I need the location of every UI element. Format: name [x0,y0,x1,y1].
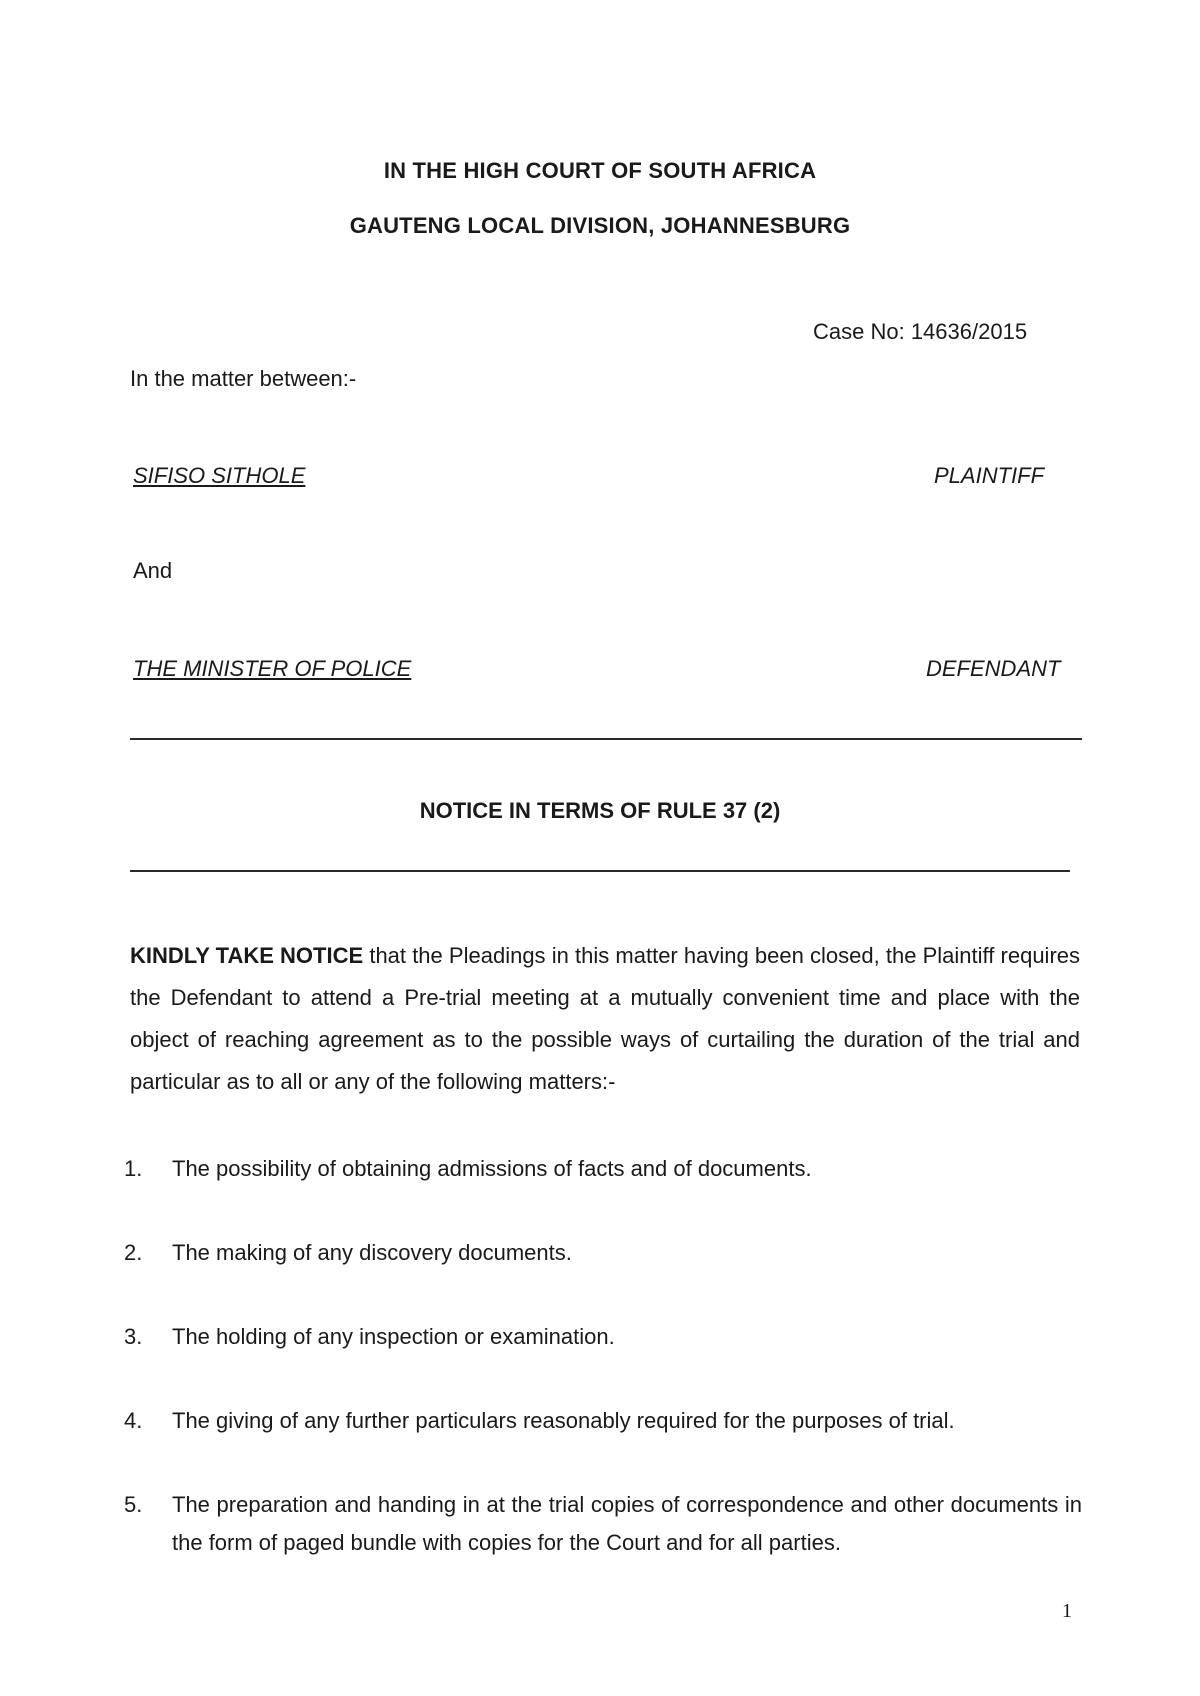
list-item-text: The preparation and handing in at the trial copies of correspondence and other documents in the form of paged bundle with copies for the Court and for all parties. [172,1492,1082,1555]
list-item-number: 4. [124,1408,143,1433]
list-item-text: The possibility of obtaining admissions of facts and of documents. [172,1156,812,1181]
notice-body-text: that the Pleadings in this matter having been closed, the Plaintiff requires the Defendant to attend a Pre-trial meeting at a mutually convenient time and place with the object of reaching agreement as to the possible ways of curtailing the duration of the trial and particular as to all or any of the following matters:- [130,943,1081,1094]
court-division: GAUTENG LOCAL DIVISION, JOHANNESBURG [349,213,851,238]
notice-body-lead: KINDLY TAKE NOTICE [130,943,364,968]
list-item-text: The giving of any further particulars reasonably required for the purposes of trial. [172,1408,955,1433]
matter-intro: In the matter between:- [130,366,357,391]
divider-bottom [130,870,1070,872]
defendant-name: THE MINISTER OF POLICE [133,656,412,681]
list-item-text: The making of any discovery documents. [172,1240,572,1265]
plaintiff-role: PLAINTIFF [934,463,1045,488]
list-item-number: 3. [124,1324,143,1349]
conjunction: And [133,558,173,583]
page-number: 1 [1062,1600,1072,1622]
notice-body [130,935,1080,1103]
list-item-number: 5. [124,1492,143,1517]
list-item [124,1402,1082,1440]
list-item [124,1150,1082,1188]
list-item [124,1318,1082,1356]
divider-top [130,738,1082,740]
list-item [124,1234,1082,1272]
court-name: IN THE HIGH COURT OF SOUTH AFRICA [383,158,817,183]
plaintiff-name: SIFISO SITHOLE [133,463,306,488]
defendant-role: DEFENDANT [926,656,1061,681]
list-item-number: 2. [124,1240,143,1265]
notice-title: NOTICE IN TERMS OF RULE 37 (2) [419,798,781,823]
case-number: Case No: 14636/2015 [813,319,1028,344]
list-item-number: 1. [124,1156,143,1181]
list-item-text: The holding of any inspection or examination. [172,1324,615,1349]
list-item [124,1486,1082,1562]
